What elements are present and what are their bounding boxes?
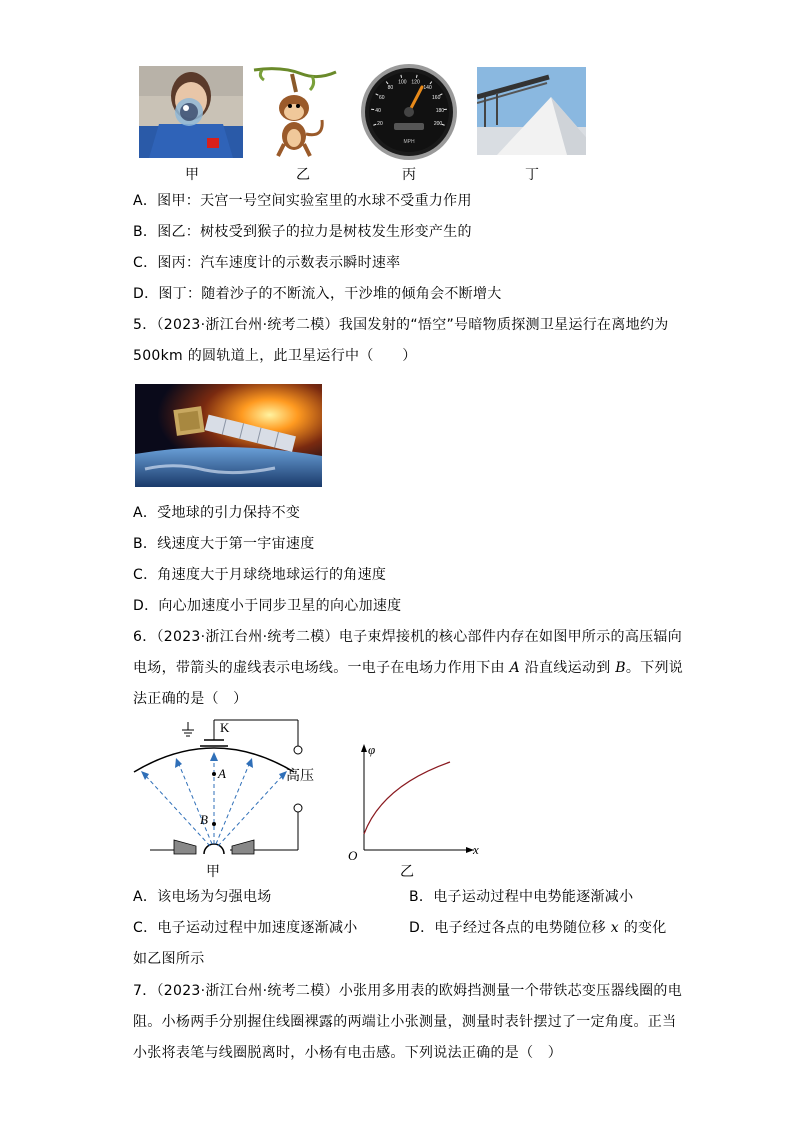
q6-option-a: A．该电场为匀强电场 (133, 889, 272, 905)
figure-yi-label: 乙 (400, 864, 414, 880)
caption-yi: 乙 (296, 167, 310, 183)
phi-axis-label: φ (368, 742, 376, 757)
q6-point-a-ref: A (509, 660, 520, 676)
point-b-label: B (200, 812, 208, 827)
switch-k-label: K (220, 720, 230, 735)
speedometer-tick-label: 40 (375, 107, 381, 114)
q5-stem-line1: 5．（2023·浙江台州·统考二模）我国发射的“悟空”号暗物质探测卫星运行在离地约为 (133, 317, 669, 333)
switch-k (200, 736, 228, 746)
speedometer-tick-label: 120 (411, 79, 420, 86)
potential-graph (342, 738, 482, 882)
q6-option-d (409, 918, 667, 938)
satellite-image (135, 384, 322, 487)
q4-option-c: C．图丙：汽车速度计的示数表示瞬时速率 (133, 255, 401, 271)
caption-bing: 丙 (402, 167, 416, 183)
speedometer-tick (416, 75, 417, 78)
radial-field-diagram (130, 712, 330, 882)
speedometer-tick-label: 60 (379, 95, 385, 102)
q6-stem-line2-part-c: 。下列说 (625, 660, 684, 676)
q6-option-b: B．电子运动过程中电势能逐渐减小 (409, 889, 634, 905)
q7-stem-line1: 7．（2023·浙江台州·统考二模）小张用多用表的欧姆挡测量一个带铁芯变压器线圈的电 (133, 983, 683, 999)
high-voltage-label: 高压 (286, 768, 314, 784)
caption-ding: 丁 (525, 167, 539, 183)
q6-option-d-line2: 如乙图所示 (133, 951, 205, 967)
speedometer-image (360, 63, 458, 161)
q6-option-d-x: x (610, 920, 619, 936)
speedometer-tick-label: 140 (423, 85, 432, 92)
q5-option-b: B．线速度大于第一宇宙速度 (133, 536, 315, 552)
speedometer-unit: MPH (403, 139, 415, 145)
speedometer-tick-label: 80 (387, 85, 394, 92)
figure-jia-label: 甲 (206, 864, 220, 880)
q7-stem-line2: 阻。小杨两手分别握住线圈裸露的两端让小张测量，测量时表针摆过了一定角度。正当 (133, 1014, 677, 1030)
potential-curve (364, 762, 450, 834)
speedometer-tick (401, 75, 402, 78)
q6-option-d-part-a: D．电子经过各点的电势随位移 (409, 920, 611, 936)
speedometer-tick-label: 180 (435, 107, 445, 114)
origin-label: O (348, 848, 358, 863)
q4-option-b: B．图乙：树枝受到猴子的拉力是树枝发生形变产生的 (133, 224, 472, 240)
q6-stem-line3: 法正确的是（ ） (133, 691, 248, 707)
x-axis-label: x (473, 842, 479, 857)
q4-option-a: A．图甲：天宫一号空间实验室里的水球不受重力作用 (133, 193, 472, 209)
q7-stem-line3: 小张将表笔与线圈脱离时，小杨有电击感。下列说法正确的是（ ） (133, 1045, 562, 1061)
monkey-on-branch-image (252, 64, 338, 160)
q6-option-d-part-b: 的变化 (618, 920, 667, 936)
speedometer-tick-label: 160 (432, 95, 441, 102)
q4-option-d: D．图丁：随着沙子的不断流入，干沙堆的倾角会不断增大 (133, 286, 502, 302)
sand-pile-image (477, 67, 586, 155)
q5-option-c: C．角速度大于月球绕地球运行的角速度 (133, 567, 387, 583)
speedometer-tick-label: 200 (433, 120, 443, 127)
astronaut-water-ball-image (139, 66, 243, 158)
point-a-label: A (218, 766, 226, 781)
q5-option-d: D．向心加速度小于同步卫星的向心加速度 (133, 598, 402, 614)
caption-jia: 甲 (185, 167, 199, 183)
q6-stem-line1: 6．（2023·浙江台州·统考二模）电子束焊接机的核心部件内存在如图甲所示的高压辐向 (133, 629, 683, 645)
q6-stem-line2-part-b: 沿直线运动到 (519, 660, 616, 676)
q5-option-a: A．受地球的引力保持不变 (133, 505, 301, 521)
speedometer-tick-label: 100 (398, 79, 407, 86)
q6-stem-line2-part-a: 电场，带箭头的虚线表示电场线。一电子在电场力作用下由 (133, 660, 510, 676)
speedometer-tick-label: 20 (377, 120, 383, 127)
q6-option-c: C．电子运动过程中加速度逐渐减小 (133, 920, 358, 936)
q5-stem-line2: 500km 的圆轨道上，此卫星运行中（ ） (133, 348, 417, 364)
q6-stem-line2 (133, 658, 683, 678)
q6-point-b-ref: B (615, 660, 626, 676)
